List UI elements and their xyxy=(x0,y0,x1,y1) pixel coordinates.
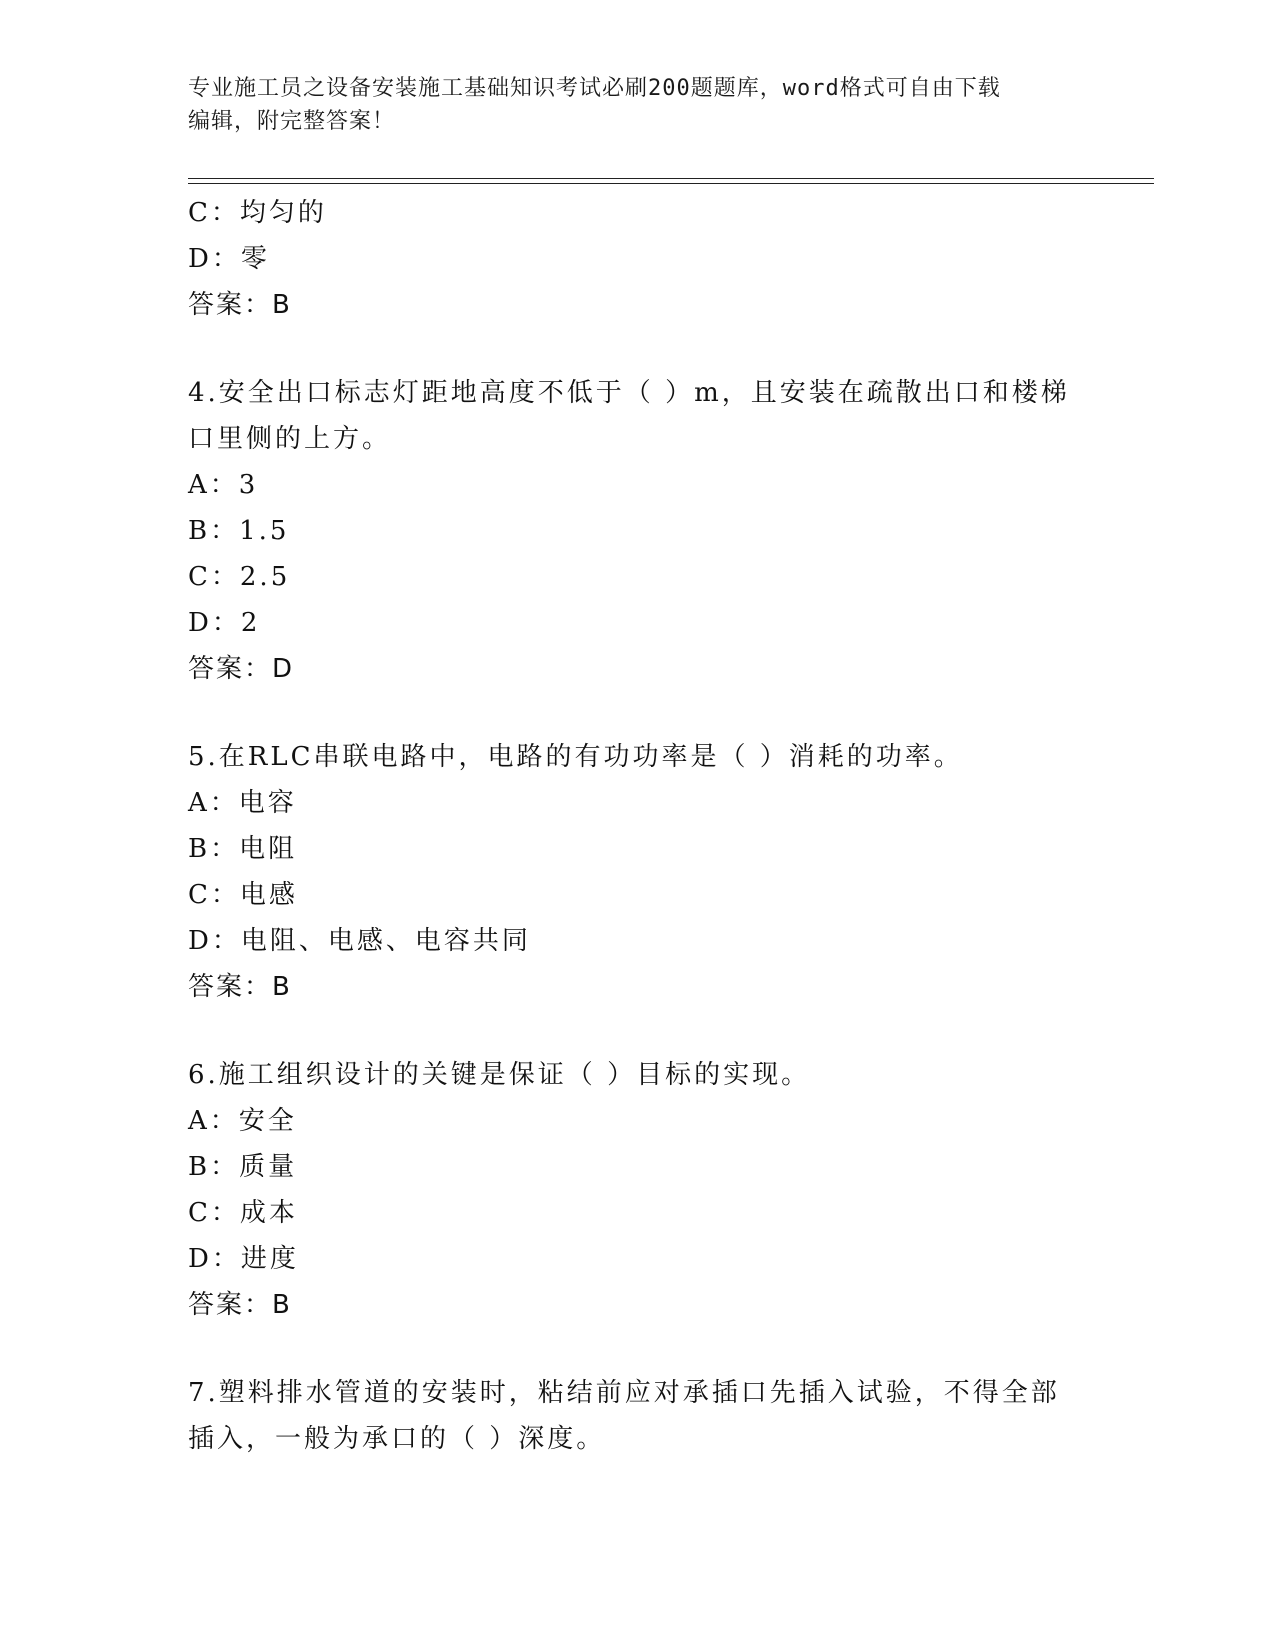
question-list xyxy=(188,190,1088,1462)
question-spacer xyxy=(188,1010,1088,1052)
option-b: B：电阻 xyxy=(188,834,298,864)
question-spacer xyxy=(188,328,1088,370)
question-stem-line-1: 5.在RLC串联电路中，电路的有功功率是（ ）消耗的功率。 xyxy=(188,742,963,772)
document-header xyxy=(188,72,1068,138)
option-c: C：电感 xyxy=(188,880,298,910)
option-a: A：3 xyxy=(188,470,259,500)
option-d: D：零 xyxy=(188,244,270,274)
question-stem-line-2: 口里侧的上方。 xyxy=(188,424,392,454)
option-a: A：安全 xyxy=(188,1106,297,1136)
question-spacer xyxy=(188,692,1088,734)
header-title-line-1: 专业施工员之设备安装施工基础知识考试必刷200题题库，word格式可自由下载 xyxy=(188,76,1001,101)
answer-line: 答案：D xyxy=(188,654,295,684)
header-divider-bottom xyxy=(188,183,1154,184)
question-stem-line-1: 6.施工组织设计的关键是保证（ ）目标的实现。 xyxy=(188,1060,811,1090)
option-d: D：2 xyxy=(188,608,261,638)
option-c: C：成本 xyxy=(188,1198,298,1228)
option-d: D：进度 xyxy=(188,1244,299,1274)
question-3-tail xyxy=(188,190,1088,328)
question-stem-line-1: 4.安全出口标志灯距地高度不低于（ ）m，且安装在疏散出口和楼梯 xyxy=(188,378,1070,408)
answer-line: 答案：B xyxy=(188,972,292,1002)
option-d: D：电阻、电感、电容共同 xyxy=(188,926,531,956)
question-5 xyxy=(188,734,1088,1010)
question-7 xyxy=(188,1370,1088,1462)
option-b: B：质量 xyxy=(188,1152,298,1182)
option-b: B：1.5 xyxy=(188,516,290,546)
option-a: A：电容 xyxy=(188,788,297,818)
header-title-line-2: 编辑，附完整答案！ xyxy=(188,109,396,134)
answer-line: 答案：B xyxy=(188,290,292,320)
option-c: C：均匀的 xyxy=(188,198,327,228)
question-stem-line-1: 7.塑料排水管道的安装时，粘结前应对承插口先插入试验，不得全部 xyxy=(188,1378,1060,1408)
answer-line: 答案：B xyxy=(188,1290,292,1320)
question-4 xyxy=(188,370,1088,692)
option-c: C：2.5 xyxy=(188,562,291,592)
question-stem-line-2: 插入，一般为承口的（ ）深度。 xyxy=(188,1424,606,1454)
question-6 xyxy=(188,1052,1088,1328)
header-divider-top xyxy=(188,178,1154,179)
question-spacer xyxy=(188,1328,1088,1370)
